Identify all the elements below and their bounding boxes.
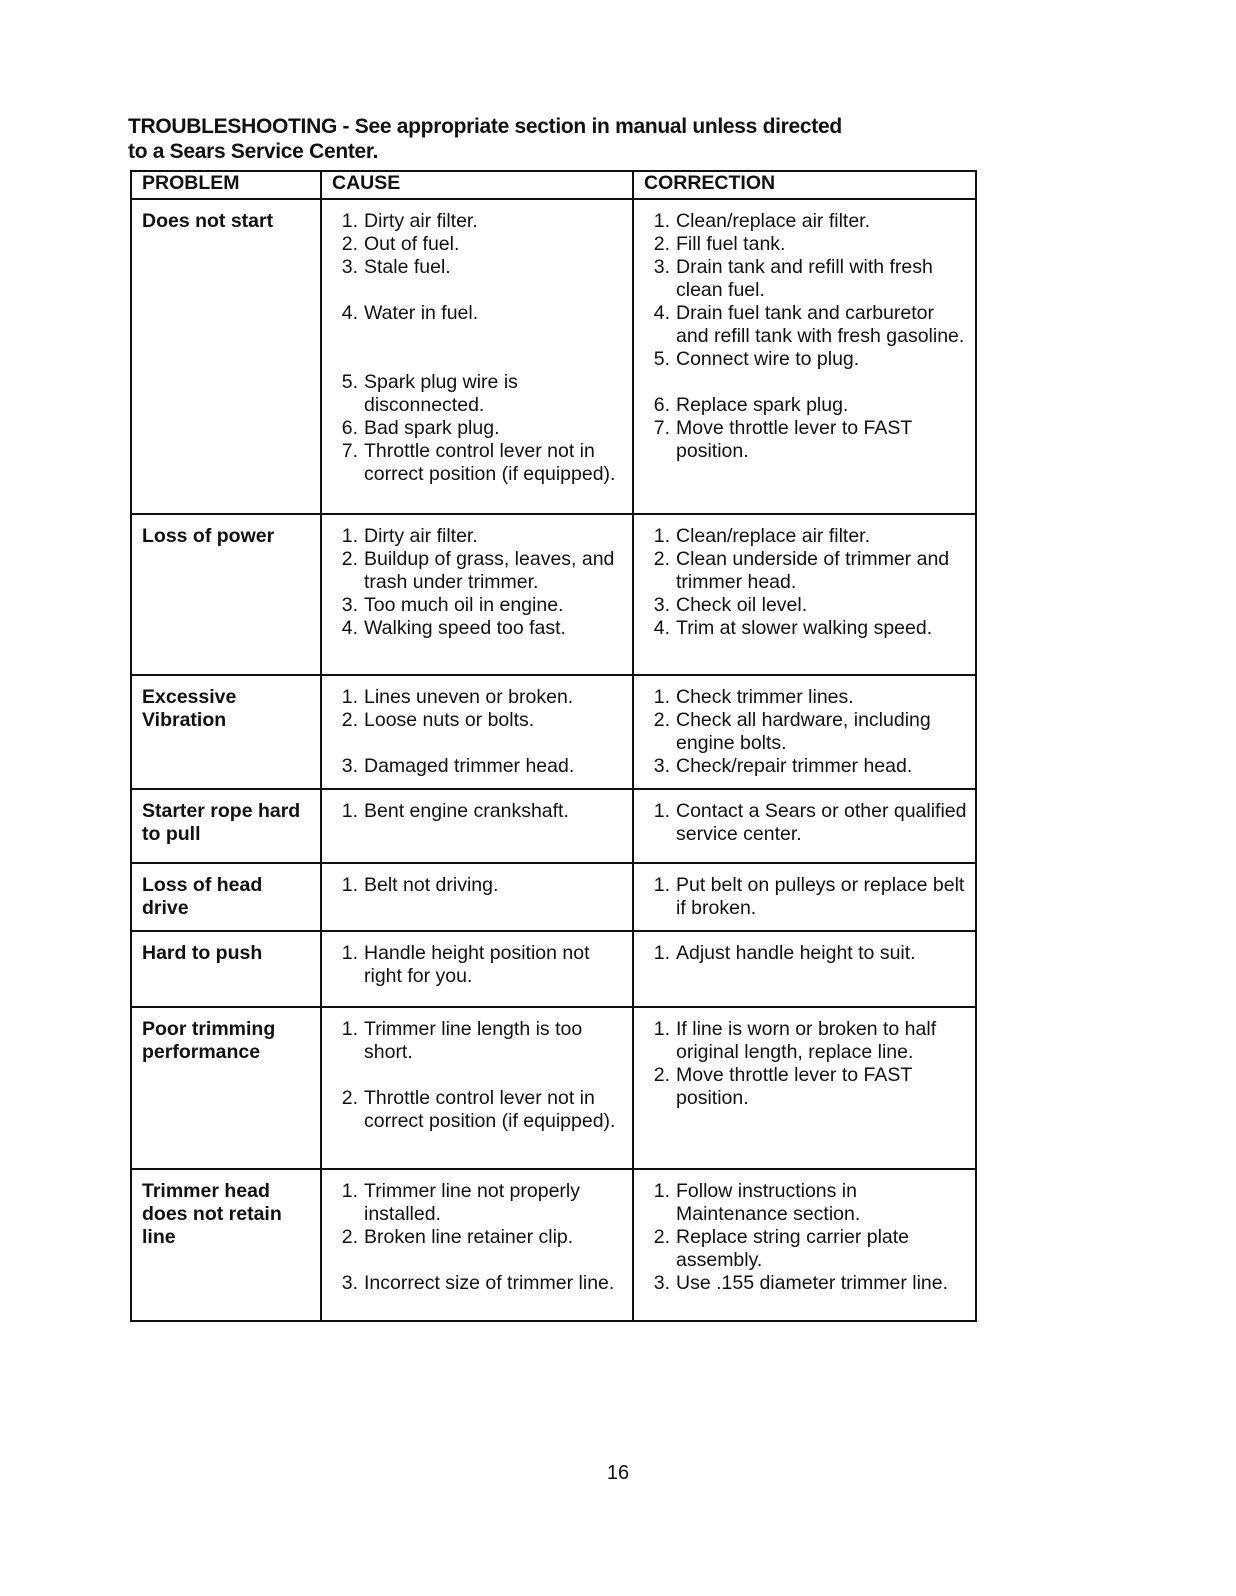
item-number: 3. bbox=[341, 755, 358, 777]
list-item bbox=[644, 942, 969, 965]
item-number: 3. bbox=[341, 1272, 358, 1294]
item-text: Put belt on pulleys or replace belt if broken. bbox=[676, 874, 965, 919]
problem-cell: Poor trimming performance bbox=[131, 1007, 321, 1169]
item-number: 2. bbox=[653, 709, 670, 731]
list-item bbox=[644, 755, 969, 778]
item-text: Bad spark plug. bbox=[364, 417, 500, 439]
table-row bbox=[131, 1007, 976, 1169]
item-number: 2. bbox=[341, 709, 358, 731]
table-row bbox=[131, 675, 976, 789]
list-item bbox=[332, 233, 626, 256]
list-item bbox=[332, 1272, 626, 1295]
item-text: Spark plug wire is disconnected. bbox=[364, 371, 518, 416]
problem-cell: Trimmer head does not retain line bbox=[131, 1169, 321, 1321]
item-text: Use .155 diameter trimmer line. bbox=[676, 1272, 949, 1294]
list-item bbox=[644, 800, 969, 846]
cause-cell bbox=[321, 514, 633, 675]
item-text: Broken line retainer clip. bbox=[364, 1226, 574, 1248]
item-number: 1. bbox=[341, 800, 358, 822]
problem-cell: Starter rope hard to pull bbox=[131, 789, 321, 863]
item-text: Drain fuel tank and carburetor and refill tank with fresh gasoline. bbox=[676, 302, 965, 347]
item-number: 1. bbox=[341, 942, 358, 964]
correction-cell bbox=[633, 1169, 976, 1321]
item-text: Incorrect size of trimmer line. bbox=[364, 1272, 615, 1294]
item-text: Dirty air filter. bbox=[364, 525, 478, 547]
correction-cell bbox=[633, 199, 976, 514]
item-text: Belt not driving. bbox=[364, 874, 499, 896]
table-row bbox=[131, 863, 976, 931]
item-text: Clean underside of trimmer and trimmer head. bbox=[676, 548, 950, 593]
list-item bbox=[332, 755, 626, 778]
item-text: Out of fuel. bbox=[364, 233, 460, 255]
heading-line-1: TROUBLESHOOTING - See appropriate section in manual unless directed bbox=[128, 115, 842, 138]
list-item bbox=[644, 302, 969, 348]
item-number: 2. bbox=[653, 233, 670, 255]
item-number: 1. bbox=[341, 1018, 358, 1040]
cause-cell bbox=[321, 1007, 633, 1169]
cause-cell bbox=[321, 931, 633, 1007]
item-number: 2. bbox=[653, 1064, 670, 1086]
item-text: Buildup of grass, leaves, and trash under trimmer. bbox=[364, 548, 615, 593]
troubleshooting-heading bbox=[128, 114, 988, 164]
list-item bbox=[332, 256, 626, 279]
correction-cell bbox=[633, 514, 976, 675]
list-item bbox=[332, 371, 626, 417]
page-number: 16 bbox=[606, 1462, 630, 1484]
item-number: 3. bbox=[653, 755, 670, 777]
item-text: Connect wire to plug. bbox=[676, 348, 860, 370]
item-text: Trimmer line not properly installed. bbox=[364, 1180, 581, 1225]
table-row bbox=[131, 199, 976, 514]
item-text: Replace string carrier plate assembly. bbox=[676, 1226, 910, 1271]
item-number: 1. bbox=[341, 210, 358, 232]
item-text: Replace spark plug. bbox=[676, 394, 849, 416]
list-item bbox=[644, 525, 969, 548]
table-row bbox=[131, 1169, 976, 1321]
item-text: Fill fuel tank. bbox=[676, 233, 786, 255]
item-number: 2. bbox=[341, 1087, 358, 1109]
item-number: 1. bbox=[653, 525, 670, 547]
cause-cell bbox=[321, 199, 633, 514]
item-text: Check all hardware, including engine bolts. bbox=[676, 709, 931, 754]
list-item bbox=[644, 874, 969, 920]
item-number: 6. bbox=[653, 394, 670, 416]
list-item bbox=[644, 210, 969, 233]
item-text: Lines uneven or broken. bbox=[364, 686, 574, 708]
correction-cell bbox=[633, 1007, 976, 1169]
list-item bbox=[332, 594, 626, 617]
cause-cell bbox=[321, 863, 633, 931]
list-item bbox=[644, 1064, 969, 1110]
item-text: Clean/replace air filter. bbox=[676, 525, 871, 547]
table-row bbox=[131, 789, 976, 863]
list-item bbox=[644, 594, 969, 617]
item-text: Follow instructions in Maintenance section. bbox=[676, 1180, 861, 1225]
heading-line-2: to a Sears Service Center. bbox=[128, 140, 379, 163]
item-text: Too much oil in engine. bbox=[364, 594, 564, 616]
item-number: 1. bbox=[653, 942, 670, 964]
item-text: Bent engine crankshaft. bbox=[364, 800, 569, 822]
item-text: Dirty air filter. bbox=[364, 210, 478, 232]
item-number: 3. bbox=[653, 594, 670, 616]
list-item bbox=[644, 1018, 969, 1064]
item-number: 2. bbox=[341, 233, 358, 255]
item-text: Check trimmer lines. bbox=[676, 686, 854, 708]
list-item bbox=[332, 440, 626, 486]
list-item bbox=[644, 1226, 969, 1272]
item-number: 3. bbox=[653, 1272, 670, 1294]
troubleshooting-table bbox=[130, 170, 977, 1322]
item-number: 3. bbox=[653, 256, 670, 278]
item-number: 7. bbox=[341, 440, 358, 462]
correction-cell bbox=[633, 675, 976, 789]
item-text: Adjust handle height to suit. bbox=[676, 942, 916, 964]
item-number: 1. bbox=[341, 525, 358, 547]
table-header-row bbox=[131, 171, 976, 199]
item-number: 3. bbox=[341, 256, 358, 278]
cause-cell bbox=[321, 1169, 633, 1321]
list-item bbox=[332, 1087, 626, 1133]
item-text: Water in fuel. bbox=[364, 302, 479, 324]
correction-cell bbox=[633, 863, 976, 931]
list-item bbox=[644, 1272, 969, 1295]
list-item bbox=[644, 394, 969, 417]
problem-cell: Loss of head drive bbox=[131, 863, 321, 931]
item-text: Drain tank and refill with fresh clean fuel. bbox=[676, 256, 933, 301]
problem-cell: Hard to push bbox=[131, 931, 321, 1007]
list-item bbox=[644, 1180, 969, 1226]
list-item bbox=[644, 686, 969, 709]
item-text: Stale fuel. bbox=[364, 256, 451, 278]
item-number: 1. bbox=[341, 1180, 358, 1202]
item-number: 1. bbox=[653, 1180, 670, 1202]
list-item bbox=[332, 525, 626, 548]
item-text: Throttle control lever not in correct position (if equipped). bbox=[364, 440, 616, 485]
item-number: 1. bbox=[341, 686, 358, 708]
item-text: Clean/replace air filter. bbox=[676, 210, 871, 232]
item-number: 4. bbox=[341, 302, 358, 324]
list-item bbox=[332, 942, 626, 988]
item-text: Contact a Sears or other qualified service center. bbox=[676, 800, 967, 845]
item-number: 2. bbox=[653, 1226, 670, 1248]
item-number: 1. bbox=[653, 686, 670, 708]
item-text: Move throttle lever to FAST position. bbox=[676, 417, 912, 462]
item-number: 6. bbox=[341, 417, 358, 439]
header-problem: PROBLEM bbox=[131, 171, 321, 199]
item-text: Check/repair trimmer head. bbox=[676, 755, 913, 777]
list-item bbox=[332, 302, 626, 325]
item-number: 5. bbox=[341, 371, 358, 393]
list-item bbox=[644, 233, 969, 256]
list-item bbox=[332, 709, 626, 732]
item-number: 1. bbox=[653, 210, 670, 232]
list-item bbox=[332, 548, 626, 594]
item-number: 3. bbox=[341, 594, 358, 616]
item-number: 5. bbox=[653, 348, 670, 370]
list-item bbox=[332, 617, 626, 640]
list-item bbox=[332, 417, 626, 440]
problem-cell: Does not start bbox=[131, 199, 321, 514]
list-item bbox=[332, 1226, 626, 1249]
item-number: 4. bbox=[653, 617, 670, 639]
item-number: 2. bbox=[341, 1226, 358, 1248]
item-text: Throttle control lever not in correct position (if equipped). bbox=[364, 1087, 616, 1132]
list-item bbox=[332, 800, 626, 823]
item-text: Trimmer line length is too short. bbox=[364, 1018, 583, 1063]
item-number: 1. bbox=[653, 1018, 670, 1040]
list-item bbox=[332, 1180, 626, 1226]
item-number: 2. bbox=[341, 548, 358, 570]
cause-cell bbox=[321, 789, 633, 863]
table-row bbox=[131, 514, 976, 675]
problem-cell: Excessive Vibration bbox=[131, 675, 321, 789]
item-text: Walking speed too fast. bbox=[364, 617, 566, 639]
item-text: Damaged trimmer head. bbox=[364, 755, 575, 777]
list-item bbox=[644, 348, 969, 371]
list-item bbox=[332, 686, 626, 709]
item-text: Handle height position not right for you. bbox=[364, 942, 590, 987]
item-text: Loose nuts or bolts. bbox=[364, 709, 535, 731]
list-item bbox=[332, 1018, 626, 1064]
item-number: 2. bbox=[653, 548, 670, 570]
list-item bbox=[644, 709, 969, 755]
item-number: 7. bbox=[653, 417, 670, 439]
header-correction: CORRECTION bbox=[633, 171, 976, 199]
header-cause: CAUSE bbox=[321, 171, 633, 199]
item-number: 1. bbox=[653, 800, 670, 822]
correction-cell bbox=[633, 931, 976, 1007]
item-text: Trim at slower walking speed. bbox=[676, 617, 933, 639]
list-item bbox=[332, 874, 626, 897]
list-item bbox=[644, 256, 969, 302]
cause-cell bbox=[321, 675, 633, 789]
problem-cell: Loss of power bbox=[131, 514, 321, 675]
item-number: 1. bbox=[341, 874, 358, 896]
list-item bbox=[644, 617, 969, 640]
item-text: Move throttle lever to FAST position. bbox=[676, 1064, 912, 1109]
item-number: 1. bbox=[653, 874, 670, 896]
list-item bbox=[332, 210, 626, 233]
item-number: 4. bbox=[341, 617, 358, 639]
item-text: Check oil level. bbox=[676, 594, 808, 616]
table-row bbox=[131, 931, 976, 1007]
correction-cell bbox=[633, 789, 976, 863]
list-item bbox=[644, 548, 969, 594]
item-number: 4. bbox=[653, 302, 670, 324]
list-item bbox=[644, 417, 969, 463]
item-text: If line is worn or broken to half original length, replace line. bbox=[676, 1018, 937, 1063]
